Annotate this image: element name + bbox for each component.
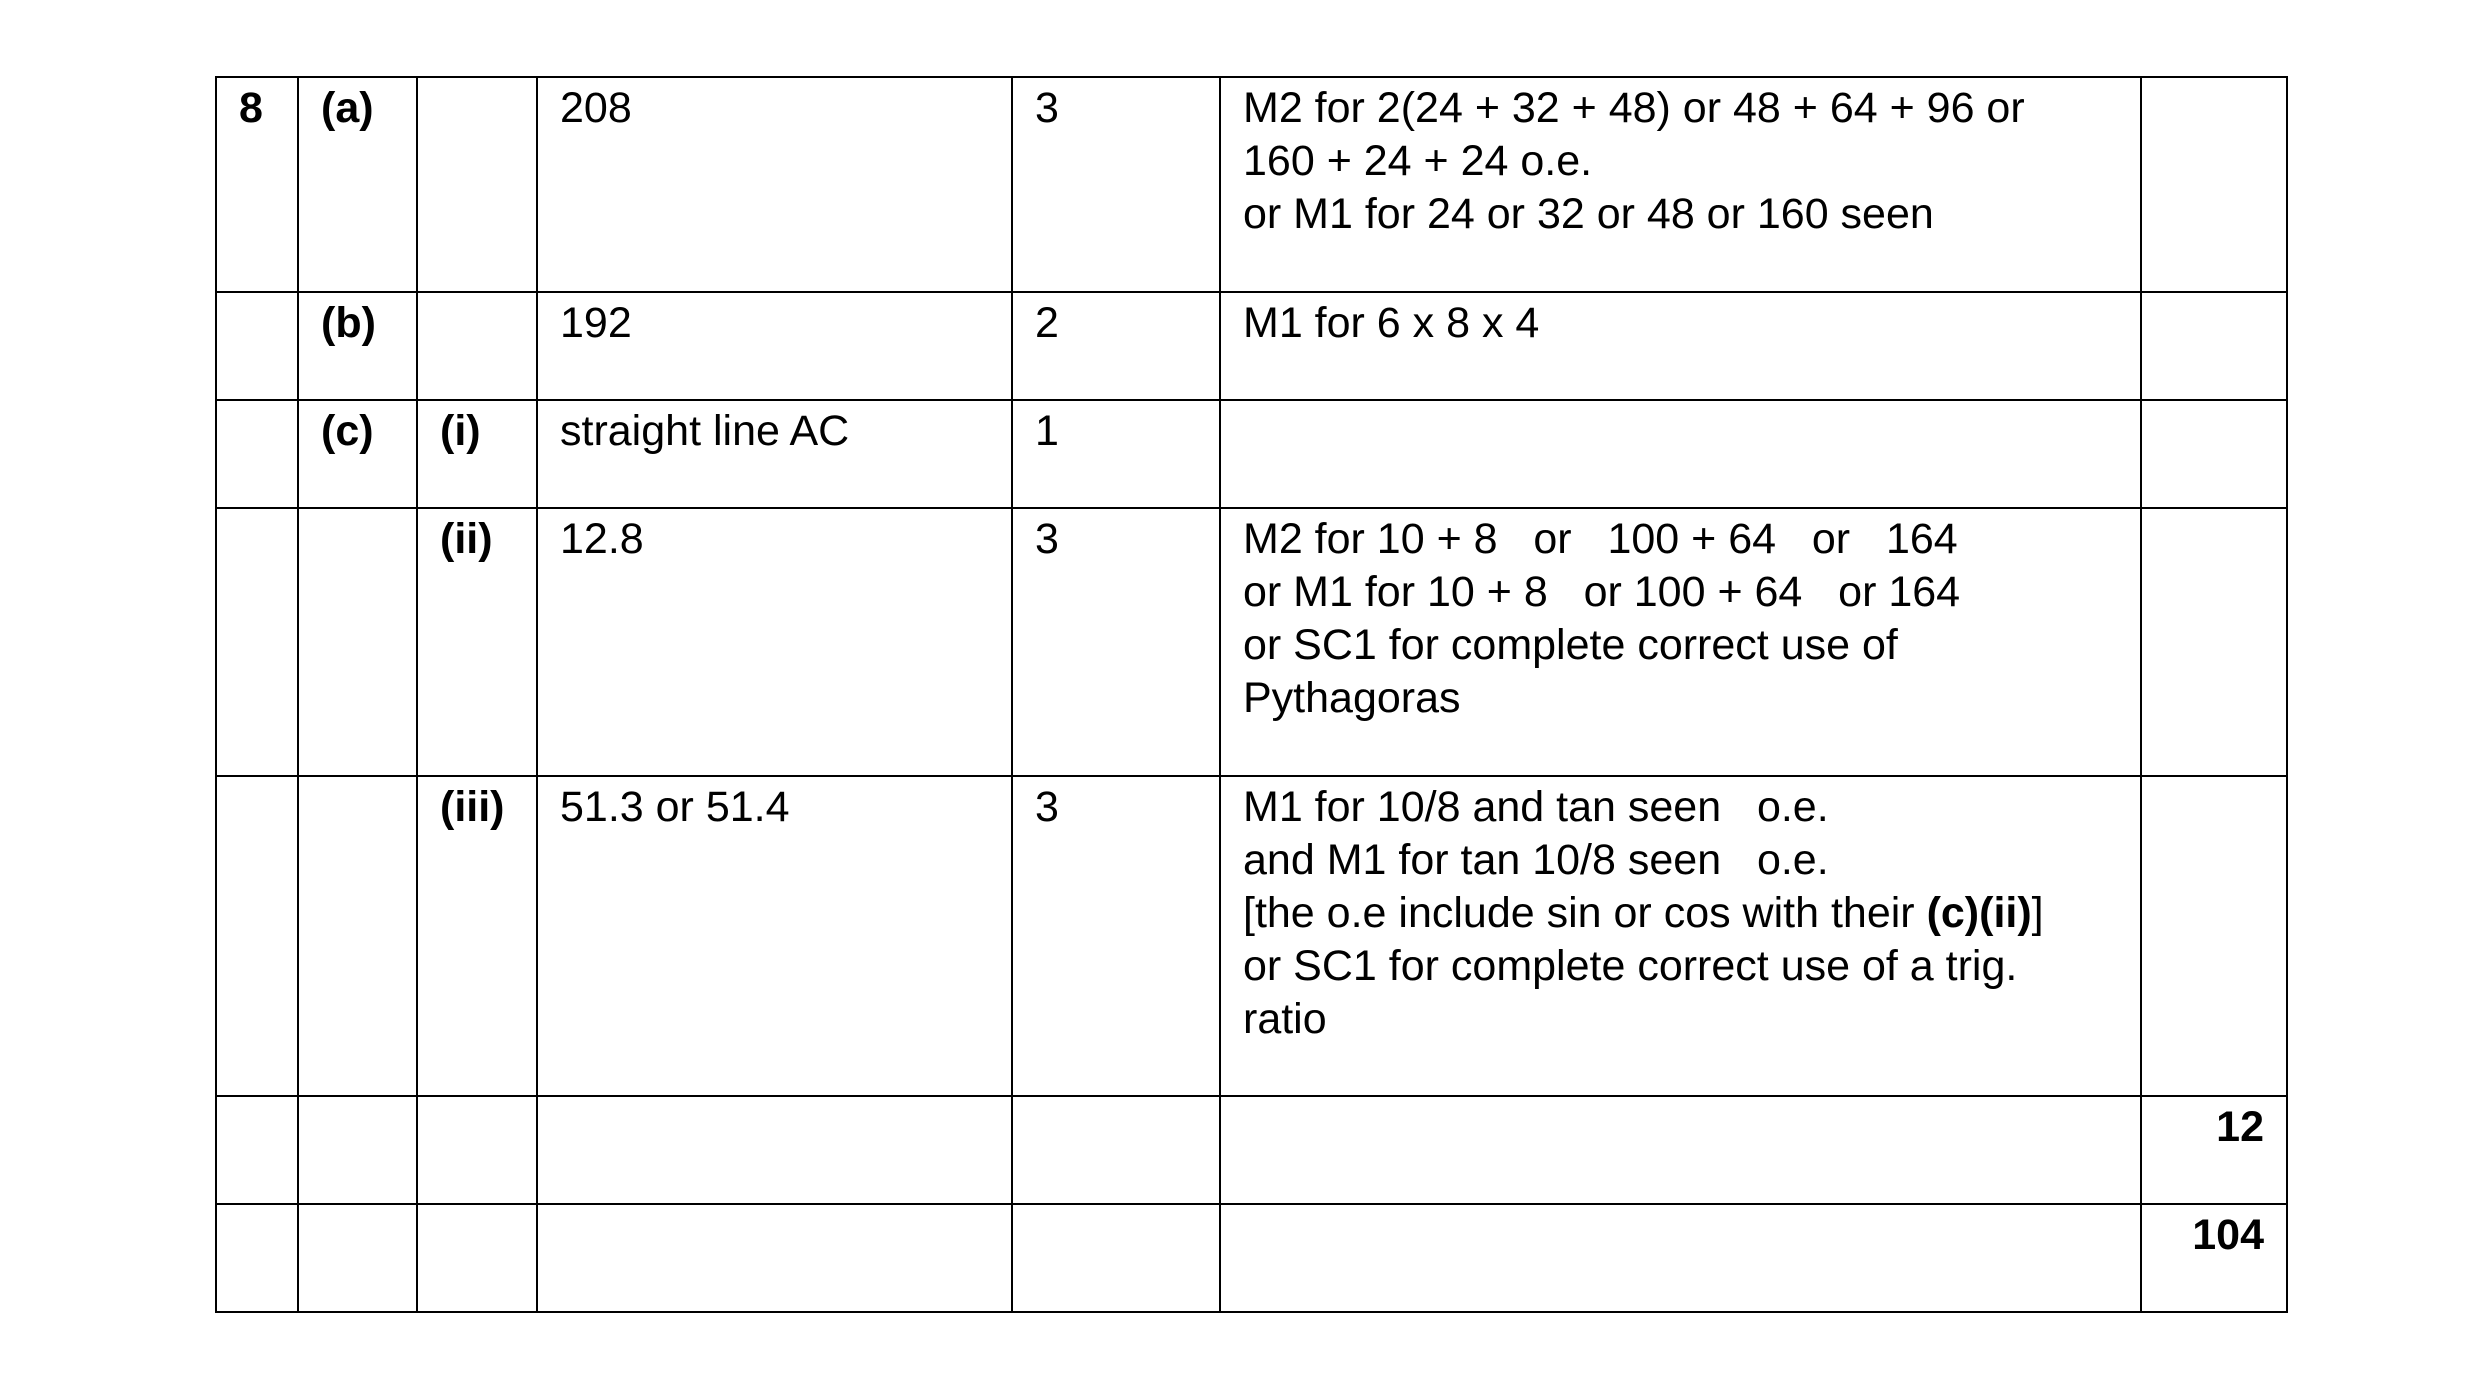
question-subpart	[417, 77, 537, 292]
notes-cell	[1220, 1204, 2141, 1312]
table-row	[216, 400, 2287, 508]
question-part: (a)	[298, 77, 417, 292]
question-part	[298, 508, 417, 776]
notes-cell	[1220, 400, 2141, 508]
table-row	[216, 1096, 2287, 1204]
question-subpart	[417, 1204, 537, 1312]
question-number	[216, 292, 298, 400]
note-line: M1 for 6 x 8 x 4	[1243, 299, 1540, 347]
note-reference: (c)(ii)	[1926, 889, 2032, 937]
mark-cell: 2	[1012, 292, 1220, 400]
subtotal-cell: 12	[2141, 1096, 2287, 1204]
question-part: (b)	[298, 292, 417, 400]
question-part	[298, 1204, 417, 1312]
table-row	[216, 508, 2287, 776]
question-subpart: (ii)	[417, 508, 537, 776]
notes-cell	[1220, 776, 2141, 1096]
mark-cell	[1012, 1204, 1220, 1312]
answer-cell: straight line AC	[537, 400, 1012, 508]
note-line: or M1 for 10 + 8 or 100 + 64 or 164	[1243, 568, 1961, 616]
question-subpart	[417, 292, 537, 400]
table-row	[216, 776, 2287, 1096]
question-number	[216, 400, 298, 508]
total-cell	[2141, 400, 2287, 508]
notes-cell	[1220, 1096, 2141, 1204]
notes-cell	[1220, 508, 2141, 776]
note-line: M1 for 10/8 and tan seen o.e.	[1243, 783, 1829, 831]
total-cell	[2141, 508, 2287, 776]
note-line: ratio	[1243, 995, 1327, 1043]
grand-total-cell: 104	[2141, 1204, 2287, 1312]
mark-cell	[1012, 1096, 1220, 1204]
notes-cell	[1220, 292, 2141, 400]
mark-scheme-table	[215, 76, 2288, 1313]
answer-cell	[537, 1096, 1012, 1204]
question-number	[216, 508, 298, 776]
question-subpart	[417, 1096, 537, 1204]
total-cell	[2141, 776, 2287, 1096]
note-line: Pythagoras	[1243, 674, 1461, 722]
question-number: 8	[216, 77, 298, 292]
note-line: or SC1 for complete correct use of	[1243, 621, 1898, 669]
note-line: and M1 for tan 10/8 seen o.e.	[1243, 836, 1829, 884]
answer-cell	[537, 1204, 1012, 1312]
answer-cell: 51.3 or 51.4	[537, 776, 1012, 1096]
note-line: 160 + 24 + 24 o.e.	[1243, 137, 1593, 185]
question-number	[216, 776, 298, 1096]
question-part: (c)	[298, 400, 417, 508]
note-text: [the o.e include sin or cos with their	[1243, 889, 1927, 937]
answer-cell: 12.8	[537, 508, 1012, 776]
note-line: M2 for 10 + 8 or 100 + 64 or 164	[1243, 515, 1958, 563]
mark-cell: 3	[1012, 776, 1220, 1096]
total-cell	[2141, 77, 2287, 292]
note-text: ]	[2031, 889, 2044, 937]
note-line: M2 for 2(24 + 32 + 48) or 48 + 64 + 96 or	[1243, 84, 2025, 132]
table-row	[216, 292, 2287, 400]
table-row	[216, 1204, 2287, 1312]
answer-cell: 192	[537, 292, 1012, 400]
question-part	[298, 1096, 417, 1204]
note-line-bracket	[1243, 887, 2118, 940]
mark-cell: 3	[1012, 508, 1220, 776]
question-number	[216, 1096, 298, 1204]
question-part	[298, 776, 417, 1096]
question-number	[216, 1204, 298, 1312]
note-line: or M1 for 24 or 32 or 48 or 160 seen	[1243, 190, 1934, 238]
question-subpart: (iii)	[417, 776, 537, 1096]
question-subpart: (i)	[417, 400, 537, 508]
table-row	[216, 77, 2287, 292]
note-line: or SC1 for complete correct use of a trig.	[1243, 942, 2018, 990]
mark-cell: 1	[1012, 400, 1220, 508]
mark-cell: 3	[1012, 77, 1220, 292]
answer-cell: 208	[537, 77, 1012, 292]
notes-cell	[1220, 77, 2141, 292]
total-cell	[2141, 292, 2287, 400]
